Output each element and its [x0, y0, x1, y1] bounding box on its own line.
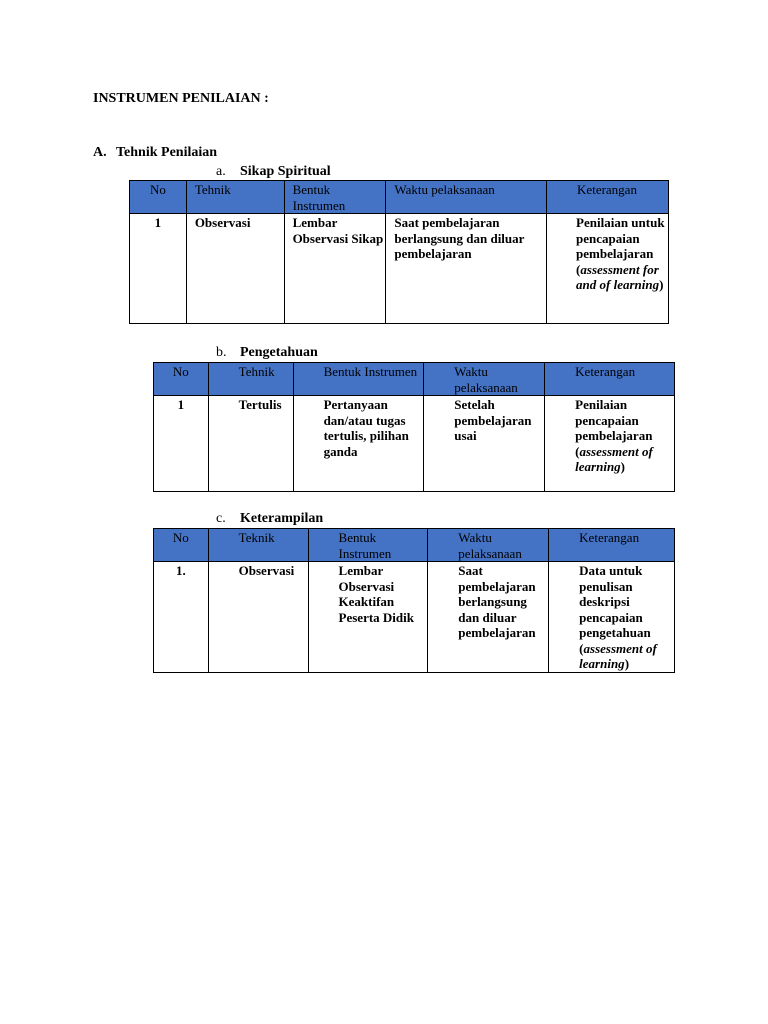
keterangan-italic: assessment for and of learning — [576, 261, 660, 292]
subsection-letter: a. — [216, 164, 226, 179]
subsection-name: Keterampilan — [240, 511, 324, 526]
header-no: No — [154, 529, 209, 562]
subsection-letter: c. — [216, 511, 226, 526]
table-header-row — [154, 529, 675, 562]
subsection-letter: b. — [216, 345, 227, 360]
cell-teknik: Observasi — [208, 562, 308, 673]
cell-no: 1 — [130, 214, 187, 324]
cell-teknik: Observasi — [186, 214, 284, 324]
header-keterangan: Keterangan — [545, 363, 675, 396]
table-header-row — [130, 181, 669, 214]
cell-waktu: Saat pembelajaran berlangsung dan diluar pembelajaran — [428, 562, 549, 673]
keterangan-italic: assessment of learning — [579, 640, 657, 671]
cell-keterangan: Data untuk penulisan deskripsi pencapaian pengetahuan (assessment of learning) — [549, 562, 675, 673]
section-heading — [93, 145, 217, 161]
table-row — [154, 562, 675, 673]
cell-no: 1. — [154, 562, 209, 673]
header-waktu: Waktu pelaksanaan — [386, 181, 547, 214]
document-title: INSTRUMEN PENILAIAN : — [93, 91, 269, 106]
header-bentuk: Bentuk Instrumen — [293, 363, 424, 396]
cell-bentuk: Lembar Observasi Sikap — [284, 214, 386, 324]
cell-waktu: Saat pembelajaran berlangsung dan diluar pembelajaran — [386, 214, 547, 324]
header-teknik: Tehnik — [186, 181, 284, 214]
header-keterangan: Keterangan — [547, 181, 669, 214]
header-teknik: Teknik — [208, 529, 308, 562]
subsection-heading-pengetahuan — [216, 345, 318, 361]
table-row — [154, 396, 675, 492]
section-number: A. — [93, 145, 107, 160]
cell-teknik: Tertulis — [208, 396, 293, 492]
cell-no: 1 — [154, 396, 209, 492]
table-row — [130, 214, 669, 324]
subsection-name: Pengetahuan — [240, 345, 318, 360]
header-waktu: Waktu pelaksanaan — [428, 529, 549, 562]
cell-bentuk: Lembar Observasi Keaktifan Peserta Didik — [308, 562, 428, 673]
header-bentuk: Bentuk Instrumen — [284, 181, 386, 214]
cell-bentuk: Pertanyaan dan/atau tugas tertulis, pilihan ganda — [293, 396, 424, 492]
header-bentuk: Bentuk Instrumen — [308, 529, 428, 562]
subsection-heading-keterampilan — [216, 511, 323, 527]
header-teknik: Tehnik — [208, 363, 293, 396]
cell-keterangan: Penilaian pencapaian pembelajaran (assessment of learning) — [545, 396, 675, 492]
header-waktu: Waktu pelaksanaan — [424, 363, 545, 396]
cell-waktu: Setelah pembelajaran usai — [424, 396, 545, 492]
keterangan-text: Penilaian pencapaian pembelajaran — [575, 397, 653, 443]
cell-keterangan: Penilaian untuk pencapaian pembelajaran (assessment for and of learning) — [547, 214, 669, 324]
header-no: No — [130, 181, 187, 214]
header-no: No — [154, 363, 209, 396]
keterangan-italic: assessment of learning — [575, 443, 653, 474]
keterangan-text: Data untuk penulisan deskripsi pencapaian pengetahuan — [579, 563, 651, 640]
table-sikap-spiritual — [129, 180, 669, 324]
subsection-name: Sikap Spiritual — [240, 164, 331, 179]
table-pengetahuan — [153, 362, 675, 492]
table-header-row — [154, 363, 675, 396]
keterangan-text: Penilaian untuk pencapaian pembelajaran — [576, 215, 665, 261]
header-keterangan: Keterangan — [549, 529, 675, 562]
table-keterampilan — [153, 528, 675, 673]
section-title: Tehnik Penilaian — [116, 145, 218, 160]
subsection-heading-sikap — [216, 164, 331, 180]
